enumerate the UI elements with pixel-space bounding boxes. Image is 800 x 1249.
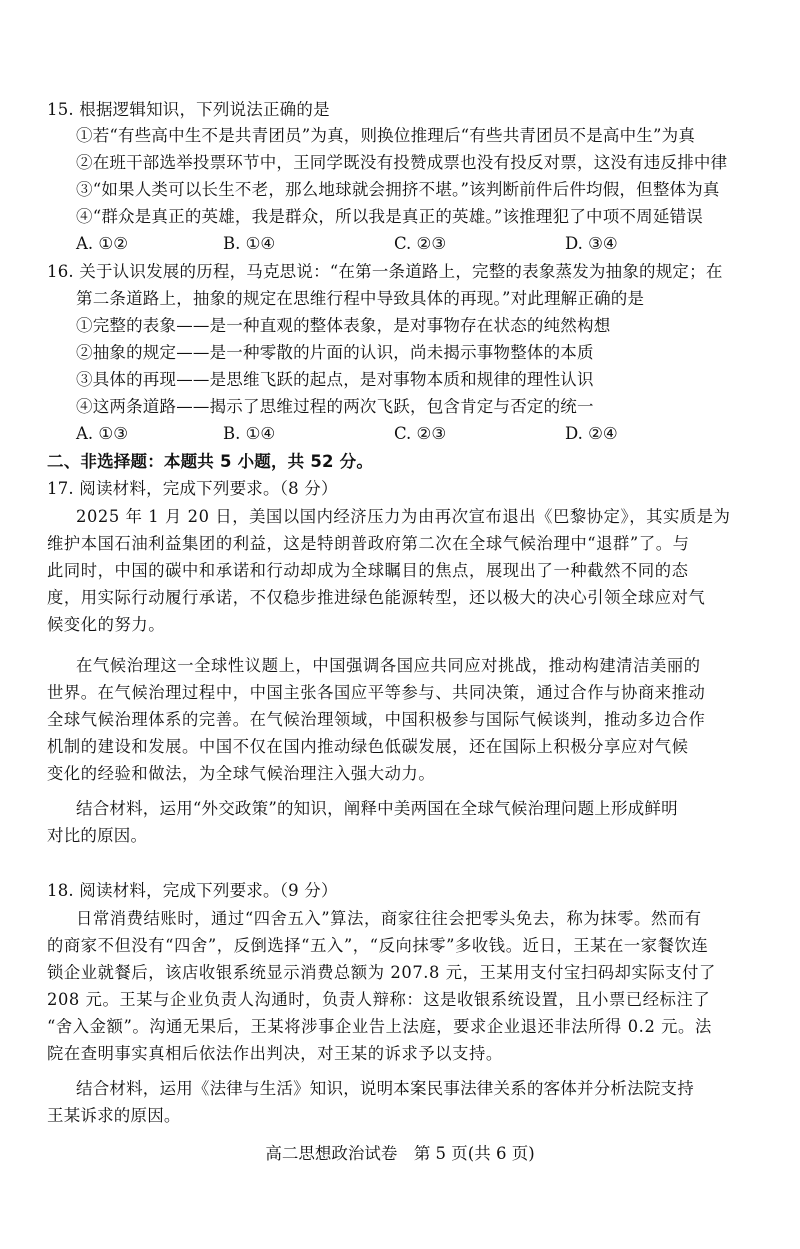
q16-statement-4: ④这两条道路——揭示了思维过程的两次飞跃，包含肯定与否定的统一 <box>76 397 594 416</box>
q17-para2-line1: 在气候治理这一全球性议题上，中国强调各国应共同应对挑战，推动构建清洁美丽的 <box>76 656 701 675</box>
q17-para1-line3: 此同时，中国的碳中和承诺和行动却成为全球瞩目的焦点，展现出了一种截然不同的态 <box>47 561 689 580</box>
q15-statement-1: ①若“有些高中生不是共青团员”为真，则换位推理后“有些共青团员不是高中生”为真 <box>76 126 696 145</box>
q16-choice-b: B. ①④ <box>223 424 276 443</box>
q16-stem-line2: 第二条道路上，抽象的规定在思维行程中导致具体的再现。”对此理解正确的是 <box>76 289 645 308</box>
q18-stem: 18. 阅读材料，完成下列要求。（9 分） <box>47 881 338 900</box>
q15-statement-4: ④“群众是真正的英雄，我是群众，所以我是真正的英雄。”该推理犯了中项不周延错误 <box>76 207 703 226</box>
q17-para1-line2: 维护本国石油利益集团的利益，这是特朗普政府第二次在全球气候治理中“退群”了。与 <box>47 534 690 553</box>
q18-para1-line3: 锁企业就餐后，该店收银系统显示消费总额为 207.8 元，王某用支付宝扫码却实际支付了 <box>47 963 716 982</box>
q15-statement-2: ②在班干部选举投票环节中，王同学既没有投赞成票也没有投反对票，这没有违反排中律 <box>76 153 728 172</box>
q16-statement-3: ③具体的再现——是思维飞跃的起点，是对事物本质和规律的理性认识 <box>76 370 594 389</box>
q17-para2-line4: 机制的建设和发展。中国不仅在国内推动绿色低碳发展，还在国际上积极分享应对气候 <box>47 737 689 756</box>
q18-para1-line5: “舍入金额”。沟通无果后，王某将涉事企业告上法庭，要求企业退还非法所得 0.2 元。法 <box>47 1017 712 1036</box>
q17-task-line2: 对比的原因。 <box>47 826 148 845</box>
q17-para1-line5: 候变化的努力。 <box>47 615 166 634</box>
q17-task-line1: 结合材料，运用“外交政策”的知识，阐释中美两国在全球气候治理问题上形成鲜明 <box>76 799 678 818</box>
q16-stem-line1: 16. 关于认识发展的历程，马克思说：“在第一条道路上，完整的表象蒸发为抽象的规定；在 <box>47 262 723 281</box>
q18-para1-line2: 的商家不但没有“四舍”，反倒选择“五入”，“反向抹零”多收钱。近日，王某在一家餐饮连 <box>47 936 709 955</box>
q16-statement-2: ②抽象的规定——是一种零散的片面的认识，尚未揭示事物整体的本质 <box>76 343 594 362</box>
section-2-title: 二、非选择题：本题共 5 小题，共 52 分。 <box>47 452 374 471</box>
q16-statement-1: ①完整的表象——是一种直观的整体表象，是对事物存在状态的纯然构想 <box>76 316 611 335</box>
q17-para2-line2: 世界。在气候治理过程中，中国主张各国应平等参与、共同决策，通过合作与协商来推动 <box>47 683 706 702</box>
page-footer: 高二思想政治试卷 第 5 页(共 6 页) <box>265 1144 535 1163</box>
q18-task-line2: 王某诉求的原因。 <box>47 1106 181 1125</box>
q18-para1-line4: 208 元。王某与企业负责人沟通时，负责人辩称：这是收银系统设置，且小票已经标注了 <box>47 990 711 1009</box>
q16-choice-d: D. ②④ <box>565 424 618 443</box>
q17-para1-line1: 2025 年 1 月 20 日，美国以国内经济压力为由再次宣布退出《巴黎协定》，其实质是为 <box>76 507 731 526</box>
q18-para1-line1: 日常消费结账时，通过“四舍五入”算法，商家往往会把零头免去，称为抹零。然而有 <box>76 909 702 928</box>
q15-statement-3: ③“如果人类可以长生不老，那么地球就会拥挤不堪。”该判断前件后件均假，但整体为真 <box>76 180 720 199</box>
q15-choice-b: B. ①④ <box>223 234 276 253</box>
q18-task-line1: 结合材料，运用《法律与生活》知识，说明本案民事法律关系的客体并分析法院支持 <box>76 1079 694 1098</box>
q15-stem: 15. 根据逻辑知识，下列说法正确的是 <box>47 100 330 119</box>
q16-choice-a: A. ①③ <box>76 424 128 443</box>
q15-choice-c: C. ②③ <box>394 234 447 253</box>
q15-choice-a: A. ①② <box>76 234 128 253</box>
q17-para2-line3: 全球气候治理体系的完善。在气候治理领域，中国积极参与国际气候谈判，推动多边合作 <box>47 710 706 729</box>
q18-para1-line6: 院在查明事实真相后依法作出判决，对王某的诉求予以支持。 <box>47 1044 503 1063</box>
q16-choice-c: C. ②③ <box>394 424 447 443</box>
q17-stem: 17. 阅读材料，完成下列要求。（8 分） <box>47 479 338 498</box>
q17-para2-line5: 变化的经验和做法，为全球气候治理注入强大动力。 <box>47 764 436 783</box>
q15-choice-d: D. ③④ <box>565 234 618 253</box>
q17-para1-line4: 度，用实际行动履行承诺，不仅稳步推进绿色能源转型，还以极大的决心引领全球应对气 <box>47 588 706 607</box>
